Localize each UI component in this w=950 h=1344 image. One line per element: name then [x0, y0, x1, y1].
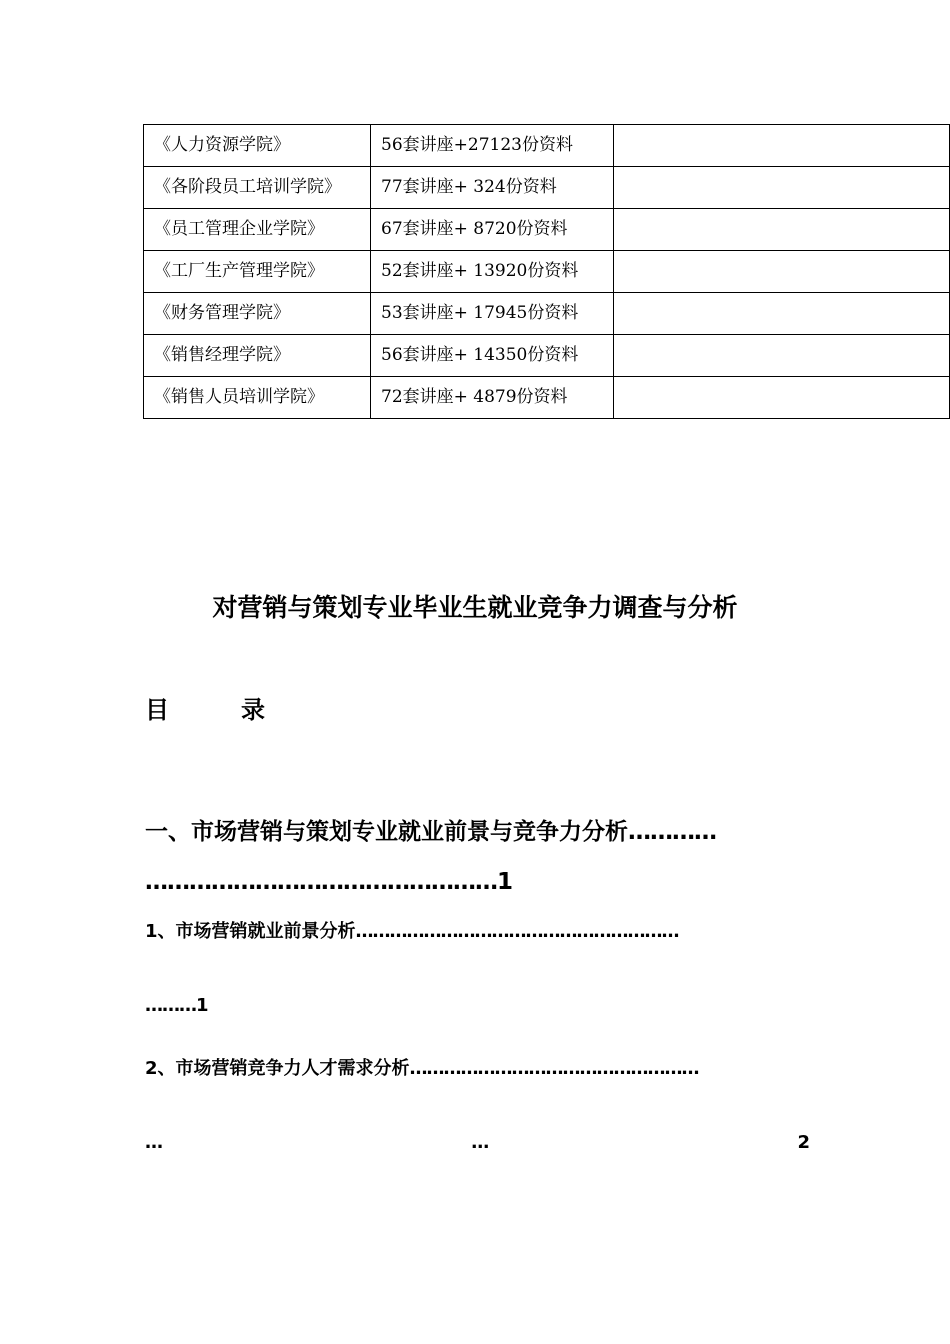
toc-item-2[interactable]	[145, 917, 810, 947]
note-cell	[614, 335, 950, 377]
toc-item-3-continued	[145, 1128, 810, 1158]
table-row	[144, 335, 950, 377]
toc-page-number: 1	[196, 995, 209, 1016]
toc-item-3[interactable]	[145, 1054, 810, 1084]
resource-table	[143, 124, 950, 419]
toc-item-text: 2、市场营销竞争力人才需求分析	[145, 1058, 410, 1079]
toc-leader: …	[471, 1132, 489, 1153]
toc-page-number: 1	[497, 869, 514, 895]
resource-count: 56套讲座+27123份资料	[371, 125, 614, 167]
toc-item-2-continued	[145, 991, 810, 1021]
toc-leader: …………………………………………………	[355, 921, 679, 942]
resource-count: 77套讲座+ 324份资料	[371, 167, 614, 209]
college-name: 《财务管理学院》	[144, 293, 371, 335]
college-name: 《销售人员培训学院》	[144, 377, 371, 419]
college-name: 《人力资源学院》	[144, 125, 371, 167]
college-name: 《各阶段员工培训学院》	[144, 167, 371, 209]
toc-item-text: 一、市场营销与策划专业就业前景与竞争力分析	[145, 819, 628, 845]
college-name: 《员工管理企业学院》	[144, 209, 371, 251]
table-row	[144, 209, 950, 251]
note-cell	[614, 125, 950, 167]
note-cell	[614, 251, 950, 293]
table-row	[144, 251, 950, 293]
toc-heading-char: 录	[241, 696, 265, 724]
college-name: 《销售经理学院》	[144, 335, 371, 377]
table-row	[144, 167, 950, 209]
resource-count: 56套讲座+ 14350份资料	[371, 335, 614, 377]
resource-count: 67套讲座+ 8720份资料	[371, 209, 614, 251]
note-cell	[614, 293, 950, 335]
toc-page-number: 2	[797, 1132, 810, 1153]
resource-count: 72套讲座+ 4879份资料	[371, 377, 614, 419]
resource-count: 53套讲座+ 17945份资料	[371, 293, 614, 335]
table-row	[144, 293, 950, 335]
note-cell	[614, 377, 950, 419]
note-cell	[614, 209, 950, 251]
toc-leader: ………	[145, 995, 196, 1016]
resource-count: 52套讲座+ 13920份资料	[371, 251, 614, 293]
document-title: 对营销与策划专业毕业生就业竞争力调查与分析	[212, 593, 738, 622]
toc-leader: ……………………………………………	[409, 1058, 699, 1079]
toc-heading-char: 目	[145, 696, 169, 724]
toc-item-text: 1、市场营销就业前景分析	[145, 921, 356, 942]
note-cell	[614, 167, 950, 209]
toc-heading	[145, 690, 265, 730]
toc-leader: …………	[628, 819, 716, 845]
table-row	[144, 377, 950, 419]
toc-item-1[interactable]	[145, 814, 810, 850]
toc-leader: …………………………………………	[145, 869, 497, 895]
college-name: 《工厂生产管理学院》	[144, 251, 371, 293]
table-row	[144, 125, 950, 167]
toc-item-1-continued	[145, 864, 810, 900]
toc-leader: …	[145, 1132, 162, 1153]
